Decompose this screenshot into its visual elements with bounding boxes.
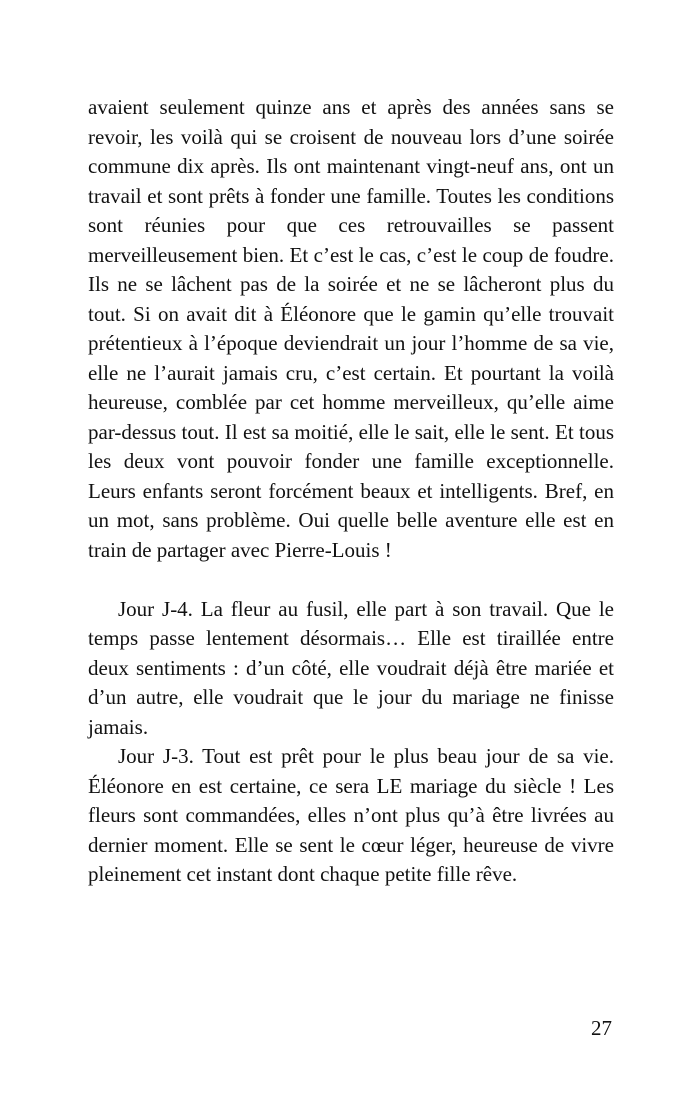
paragraph-jour-j4: Jour J-4. La fleur au fusil, elle part à son travail. Que le temps passe lentement désormais… Elle est tiraillée entre deux sentiments : d’un côté, elle voudrait déjà être mariée et d’un autre, elle voudrait que le jour du mariage ne finisse jamais. bbox=[88, 596, 614, 739]
body-text bbox=[88, 93, 614, 890]
page-number: 27 bbox=[591, 1016, 612, 1040]
paragraph-continuation: avaient seulement quinze ans et après des années sans se revoir, les voilà qui se croisent de nouveau lors d’une soirée commune dix après. Ils ont maintenant vingt-neuf ans, ont un travail et sont prêts à fonder une famille. Toutes les conditions sont réunies pour que ces retrouvailles se passent merveilleusement bien. Et c’est le cas, c’est le coup de foudre. Ils ne se lâchent pas de la soirée et ne se lâcheront plus du tout. Si on avait dit à Éléonore que le gamin qu’elle trouvait prétentieux à l’époque deviendrait un jour l’homme de sa vie, elle ne l’aurait jamais cru, c’est certain. Et pourtant la voilà heureuse, comblée par cet homme merveilleux, qu’elle aime par-dessus tout. Il est sa moitié, elle le sait, elle le sent. Et tous les deux vont pouvoir fonder une famille exceptionnelle. Leurs enfants seront forcément beaux et intelligents. Bref, en un mot, sans problème. Oui quelle belle aventure elle est en train de partager avec Pierre-Louis ! bbox=[88, 95, 614, 562]
paragraph-jour-j3: Jour J-3. Tout est prêt pour le plus beau jour de sa vie. Éléonore en est certaine, ce sera LE mariage du siècle ! Les fleurs sont commandées, elles n’ont plus qu’à être livrées au dernier moment. Elle se sent le cœur léger, heureuse de vivre pleinement cet instant dont chaque petite fille rêve. bbox=[88, 744, 614, 886]
